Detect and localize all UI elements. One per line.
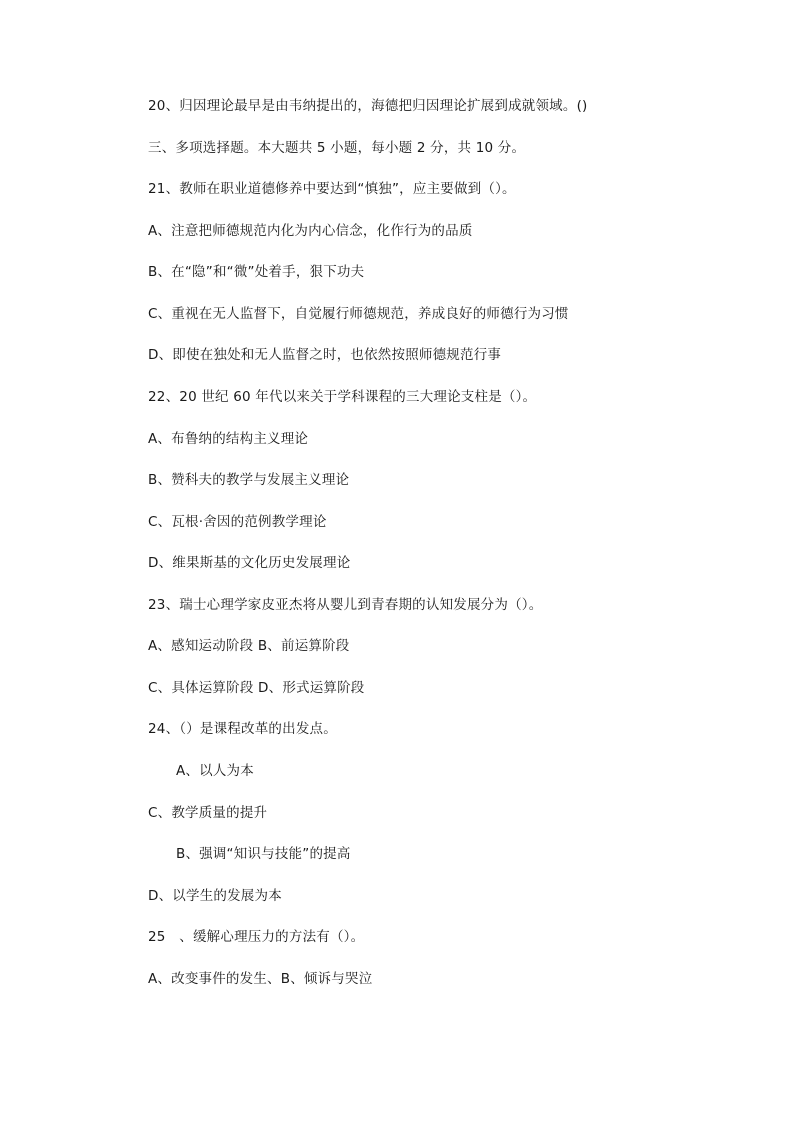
question-25-options-ab: A、改变事件的发生、B、倾诉与哭泣 <box>148 971 373 987</box>
question-22-option-c: C、瓦根·舍因的范例教学理论 <box>148 514 327 530</box>
question-21-option-c: C、重视在无人监督下，自觉履行师德规范，养成良好的师德行为习惯 <box>148 306 569 322</box>
question-24-option-b: B、强调“知识与技能”的提高 <box>176 846 351 862</box>
question-24-option-a: A、以人为本 <box>176 763 254 779</box>
question-21: 21、教师在职业道德修养中要达到“慎独”，应主要做到（）。 <box>148 181 516 197</box>
question-22-option-b: B、赞科夫的教学与发展主义理论 <box>148 472 350 488</box>
question-24-option-c: C、教学质量的提升 <box>148 805 268 821</box>
question-23-options-cd: C、具体运算阶段 D、形式运算阶段 <box>148 680 365 696</box>
question-23-options-ab: A、感知运动阶段 B、前运算阶段 <box>148 638 350 654</box>
question-25: 25 、缓解心理压力的方法有（）。 <box>148 929 365 945</box>
question-24-option-d: D、以学生的发展为本 <box>148 888 282 904</box>
question-22: 22、20 世纪 60 年代以来关于学科课程的三大理论支柱是（）。 <box>148 389 537 405</box>
question-23: 23、瑞士心理学家皮亚杰将从婴儿到青春期的认知发展分为（）。 <box>148 597 543 613</box>
section-heading-multiple-choice: 三、多项选择题。本大题共 5 小题，每小题 2 分，共 10 分。 <box>148 140 526 156</box>
question-22-option-a: A、布鲁纳的结构主义理论 <box>148 431 309 447</box>
question-21-option-b: B、在“隐”和“微”处着手，狠下功夫 <box>148 264 365 280</box>
question-21-option-a: A、注意把师德规范内化为内心信念，化作行为的品质 <box>148 223 473 239</box>
question-22-option-d: D、维果斯基的文化历史发展理论 <box>148 555 351 571</box>
question-24: 24、（）是课程改革的出发点。 <box>148 721 337 737</box>
question-20: 20、归因理论最早是由韦纳提出的，海德把归因理论扩展到成就领域。() <box>148 98 588 114</box>
question-21-option-d: D、即使在独处和无人监督之时，也依然按照师德规范行事 <box>148 347 502 363</box>
